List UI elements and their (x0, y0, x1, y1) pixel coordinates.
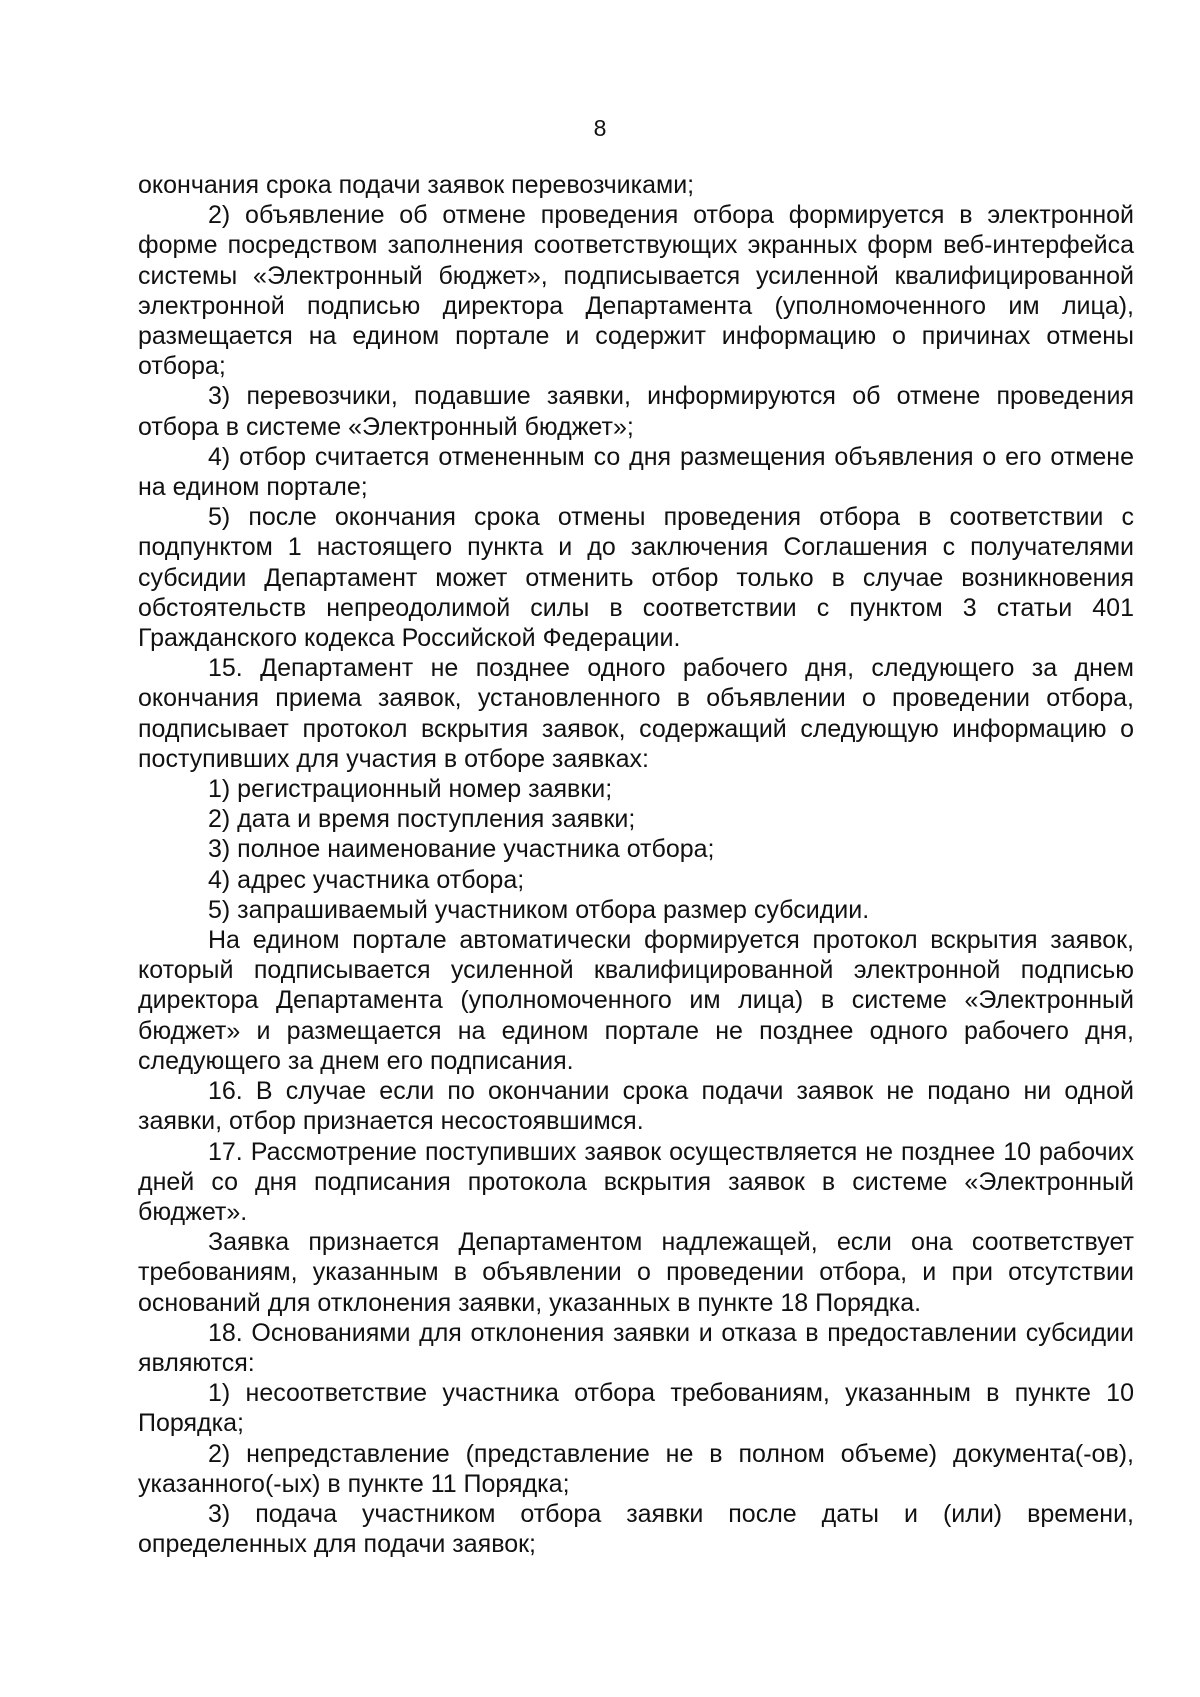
document-body (138, 170, 1134, 1559)
page-number: 8 (593, 115, 607, 141)
paragraph: 16. В случае если по окончании срока подачи заявок не подано ни одной заявки, отбор признается несостоявшимся. (138, 1077, 1134, 1136)
paragraph: Заявка признается Департаментом надлежащей, если она соответствует требованиям, указанным в объявлении о проведении отбора, и при отсутствии оснований для отклонения заявки, указанных в пункте 18 Порядка. (138, 1228, 1134, 1317)
paragraph: 3) перевозчики, подавшие заявки, информируются об отмене проведения отбора в системе «Электронный бюджет»; (138, 382, 1134, 441)
list-item: 4) адрес участника отбора; (208, 865, 525, 894)
list-item: 2) непредставление (представление не в полном объеме) документа(-ов), указанного(-ых) в пункте 11 Порядка; (138, 1439, 1134, 1498)
list-item: 1) несоответствие участника отбора требованиям, указанным в пункте 10 Порядка; (138, 1379, 1134, 1438)
list-item: 1) регистрационный номер заявки; (208, 775, 613, 804)
list-item: 2) дата и время поступления заявки; (208, 805, 636, 834)
paragraph: 18. Основаниями для отклонения заявки и отказа в предоставлении субсидии являются: (138, 1318, 1134, 1377)
paragraph: На едином портале автоматически формируется протокол вскрытия заявок, который подписывается усиленной квалифицированной электронной подписью директора Департамента (уполномоченного им лица) в системе «Электронный бюджет» и размещается на едином портале не позднее одного рабочего дня, следующего за днем его подписания. (138, 926, 1134, 1075)
paragraph: 4) отбор считается отмененным со дня размещения объявления о его отмене на едином портале; (138, 442, 1134, 502)
paragraph: окончания срока подачи заявок перевозчиками; (138, 171, 695, 199)
list-item: 5) запрашиваемый участником отбора размер субсидии. (208, 895, 870, 924)
paragraph: 15. Департамент не позднее одного рабочего дня, следующего за днем окончания приема заявок, установленного в объявлении о проведении отбора, подписывает протокол вскрытия заявок, содержащий следующую информацию о поступивших для участия в отборе заявках: (138, 654, 1134, 773)
paragraph: 17. Рассмотрение поступивших заявок осуществляется не позднее 10 рабочих дней со дня подписания протокола вскрытия заявок в системе «Электронный бюджет». (138, 1137, 1134, 1226)
paragraph: 2) объявление об отмене проведения отбора формируется в электронной форме посредством заполнения соответствующих экранных форм веб-интерфейса системы «Электронный бюджет», подписывается усиленной квалифицированной электронной подписью директора Департамента (уполномоченного им лица), размещается на едином портале и содержит информацию о причинах отмены отбора; (138, 201, 1134, 381)
paragraph: 5) после окончания срока отмены проведения отбора в соответствии с подпунктом 1 настоящего пункта и до заключения Соглашения с получателями субсидии Департамент может отменить отбор только в случае возникновения обстоятельств непреодолимой силы в соответствии с пунктом 3 статьи 401 Гражданского кодекса Российской Федерации. (138, 503, 1134, 653)
list-item: 3) подача участником отбора заявки после даты и (или) времени, определенных для подачи заявок; (138, 1499, 1134, 1559)
list-item: 3) полное наименование участника отбора; (208, 835, 715, 864)
